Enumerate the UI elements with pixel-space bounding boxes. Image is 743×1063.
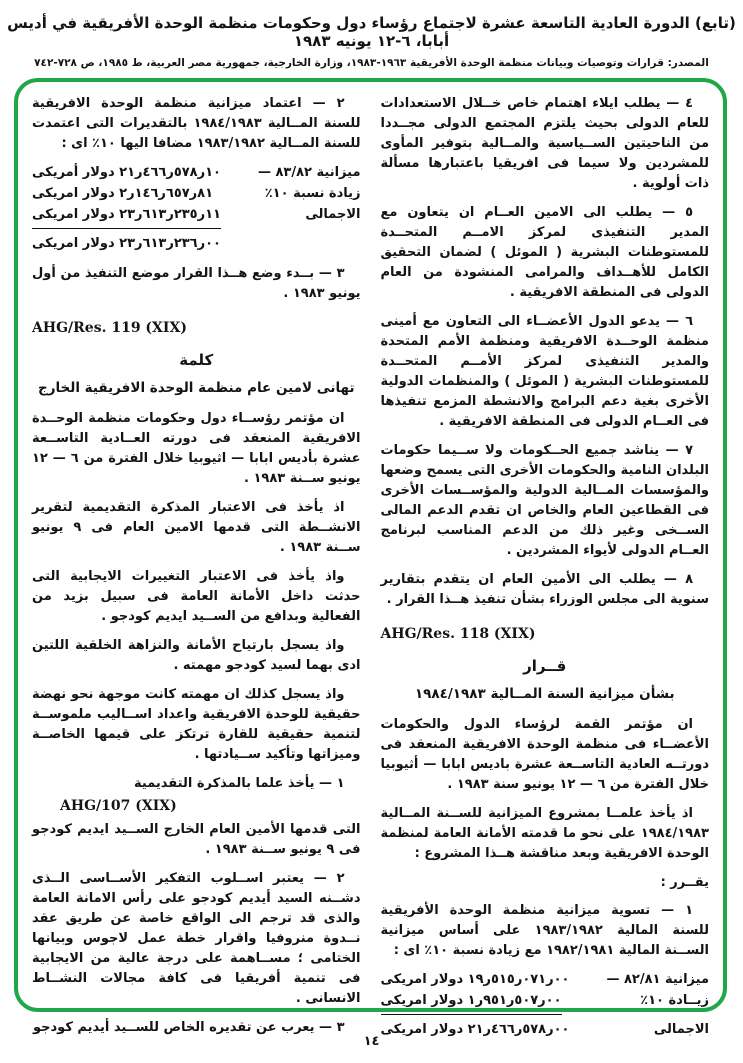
resolution-subheading: بشأن ميزانية السنة المــالية ١٩٨٤/١٩٨٣ xyxy=(414,686,675,702)
currency-label: دولار امريكى xyxy=(32,186,115,201)
document-frame xyxy=(14,78,727,1037)
resolution-clause-7: ٧ — يناشد جميع الحــكومات ولا ســيما حكومات البلدان النامية والحكومات الأخرى التى يسمح وضعها والمؤسسات المــالية الدولية والمؤســسات الأخرى فى القطاعين العام والخاص ان تقدم الدعم المالى الســخى وغير ذلك من الدعم المناسب لبرنامج العــام الدولى لأيواء المشردين . xyxy=(380,443,709,558)
amount-figure: ٢٣ر٦١٣ر٢٣٥ر١١ xyxy=(119,207,221,222)
decision-clause-2: ٢ — اعتماد ميزانية منظمة الوحدة الافريقية للسنة المــالية ١٩٨٤/١٩٨٣ بالتقديرات التى اعتمدت للسنة المــالية ١٩٨٣/١٩٨٢ مضافا اليها ١٠٪ اى : xyxy=(32,96,361,151)
address-subheading: تهانى لامين عام منظمة الوحدة الافريقية الخارج xyxy=(37,380,355,396)
budget-table-1982-1983 xyxy=(381,970,710,1040)
resolution-clause-4: ٤ — يطلب ايلاء اهتمام خاص خــلال الاستعدادات للعام الدولى بحيث يلتزم المجتمع الدولى مجــددا من الناحيتين الســياسية والمــالية بتوفير المأوى للمشردين ولا سيما فى افريقيا باعتبارها مسألة ذات أولوية . xyxy=(380,96,709,191)
clause-2-considers: ٢ — يعتبر اســلوب التفكير الأســاسى الــذى دشــنه السيد أيديم كودجو على رأس الامانة العامة والذى قد ترجم الى الواقع خاصة عن طريق عقد نــدوة منروفيا واقرار خطة عمل لاجوس وبيانها الختامى ؛ مســاهمة على درجة عالية من الايجابية فى تنمية أفريقيا فى كافة مجالات النشــاط الانسانى . xyxy=(32,871,361,1006)
budget-row-label: ميزانية ٨٢/٨١ — xyxy=(606,972,709,987)
currency-label: دولار امريكى xyxy=(380,972,464,987)
preamble-considering-changes: واذ يأخذ فى الاعتبار التغييرات الايجابية التى حدثت داخل الأمانة العامة فى سبيل بزيد من الفعالية وبدافع من الســيد ايديم كودجو . xyxy=(32,569,361,624)
budget-row-label: الاجمالى xyxy=(305,207,361,222)
amount-figure: ١٩ر٥١٥ر٠٧١ر٠٠ xyxy=(467,972,570,987)
right-column xyxy=(380,94,710,1037)
decision-clause-1: ١ — تسوية ميزانية منظمة الوحدة الأفريقية للسنة المالية ١٩٨٣/١٩٨٢ على أساس ميزانية الســنة المالية ١٩٨٢/١٩٨١ مع زيادة نسبة ١٠٪ اى : xyxy=(380,903,709,958)
page-header xyxy=(0,14,743,69)
currency-label: دولار امريكى xyxy=(32,236,115,251)
budget-row-label: الاجمالى xyxy=(653,1022,709,1037)
decision-clause-3: ٣ — بــدء وضع هــذا القرار موضع التنفيذ من أول يونيو ١٩٨٣ . xyxy=(32,266,361,301)
preamble-considering-report: اذ يأخذ فى الاعتبار المذكرة التقديمية لتقرير الانشــطة التى قدمها الامين العام فى ٩ يونيو ســنة ١٩٨٣ . xyxy=(32,500,361,555)
address-heading: كلمة xyxy=(179,351,214,369)
page-number: ١٤ xyxy=(363,1034,380,1049)
left-column xyxy=(32,94,361,1035)
amount-figure: ٢١ر٤٦٦ر٥٧٨ر٠٠ xyxy=(467,1022,570,1037)
budget-row-amount xyxy=(32,184,213,204)
preamble-summit: ان مؤتمر القمة لرؤساء الدول والحكومات الأعضــاء فى منظمة الوحدة الافريقية المنعقد فى دورتــه العادية التاســعة عشرة باديس ابابا — أثيوبيا خلال الفترة من ٦ — ١٢ يونيو سنة ١٩٨٣ . xyxy=(380,717,709,792)
preamble-noting-mission: واذ يسجل كذلك ان مهمته كانت موجهة نحو نهضة حقيقية للوحدة الافريقية واعداد اســاليب ملموســة لتنمية حقيقية للقارة ترتكز على قيمها الخاصــة وميزاتها وتأكيد ســيادتها . xyxy=(32,687,361,762)
preamble-noting-budget: اذ يأخذ علمــا بمشروع الميزانية للســنة المــالية ١٩٨٤/١٩٨٣ على نحو ما قدمته الأمانة العامة لمنظمة الوحدة الافريقية وبعد مناقشة هــذا المشروع : xyxy=(380,806,709,861)
budget-row xyxy=(381,970,710,990)
resolution-heading: قــرار xyxy=(523,657,567,675)
resolution-reference-119: AHG/Res. 119 (XIX) xyxy=(32,320,187,336)
clause-1-first-line: ١ — يأخذ علما بالمذكرة التقديمية xyxy=(134,776,345,791)
resolution-clause-6: ٦ — يدعو الدول الأعضــاء الى التعاون مع أمينى منظمة الوحــدة الافريقية ومنظمة الأمم المتحدة والمدير التنفيذى لمركز الأمــم المتحــدة للمستوطنات البشرية ( الموئل ) والمنظمات الدولية الأخرى بغية دعم البرامج والانشطة المزمع تنفيذها فى العــام الدولى فى المنطقة الافريقية . xyxy=(380,314,709,429)
currency-label: دولار امريكى xyxy=(32,207,115,222)
budget-table-1983-1984 xyxy=(32,163,361,254)
amount-figure: ١ر٩٥١ر٥٠٧ر٠٠ xyxy=(467,993,562,1008)
preamble-noting-integrity: واذ يسجل بارتياح الأمانة والنزاهة الخلقية اللتين ادى بهما لسيد كودجو مهمته . xyxy=(32,638,361,673)
amount-figure: ٢١ر٤٦٦ر٥٧٨ر١٠ xyxy=(119,165,221,180)
amount-figure: ٢٣ر٦١٣ر٢٣٦ر٠٠ xyxy=(119,236,221,251)
currency-label: دولار امريكى xyxy=(380,1022,464,1037)
resolution-clause-5: ٥ — يطلب الى الامين العــام ان يتعاون مع المدير التنفيذى لمركز الامــم المتحــدة للمستوطنات البشرية ( الموئل ) لضمان التحقيق الكامل للأهــداف والمرامى المنشودة من العام الدولى فى المنطقة الافريقية . xyxy=(380,205,709,300)
clause-1-continuation: التى قدمها الأمين العام الخارج الســيد ايديم كودجو فى ٩ يونيو ســنة ١٩٨٣ . xyxy=(32,822,361,857)
source-citation: المصدر: قرارات وتوصيات وبيانات منظمة الوحدة الأفريقية ١٩٦٣-١٩٨٣، وزارة الخارجية، جمهورية مصر العربية، ط ١٩٨٥، ص ٧٢٨-٧٤٢ xyxy=(34,57,709,69)
budget-row xyxy=(32,184,361,204)
budget-row-amount xyxy=(32,205,221,229)
budget-row-amount xyxy=(32,163,221,183)
currency-label: دولار أمريكى xyxy=(32,165,115,180)
budget-rounded-total-row xyxy=(32,234,361,254)
budget-row xyxy=(32,163,361,183)
session-title: (تابع) الدورة العادية التاسعة عشرة لاجتماع رؤساء دول وحكومات منظمة الوحدة الأفريقية في أديس أبابا، ٦-١٢ يونيه ١٩٨٣ xyxy=(7,14,736,50)
budget-row xyxy=(381,991,710,1015)
preamble-conference: ان مؤتمر رؤســاء دول وحكومات منظمة الوحــدة الافريقية المنعقد فى دورته العــادية التاســعة عشرة بأديس ابابا — اثيوبيا خلال الفترة من ٦ — ١٢ يونيو ســنة ١٩٨٣ . xyxy=(32,411,361,486)
document-reference-ahg107: AHG/107 (XIX) xyxy=(60,798,177,814)
resolution-clause-8: ٨ — يطلب الى الأمين العام ان يتقدم بتقارير سنوية الى مجلس الوزراء بشأن تنفيذ هــذا القرار . xyxy=(380,572,709,607)
budget-row-label: ميزانية ٨٣/٨٢ — xyxy=(257,165,361,180)
amount-figure: ٢ر١٤٦ر٦٥٧ر٨١ xyxy=(119,186,214,201)
decides-line: يقــرر : xyxy=(660,875,709,890)
budget-row-amount xyxy=(32,234,221,254)
budget-row-label: زيادة نسبة ١٠٪ xyxy=(264,186,361,201)
budget-row-amount xyxy=(381,970,570,990)
currency-label: دولار امريكى xyxy=(380,993,464,1008)
clause-3-expresses: ٣ — يعرب عن تقديره الخاص للســيد أيديم كودجو xyxy=(32,1020,345,1035)
budget-total-row xyxy=(32,205,361,229)
budget-row-label: زيــادة ١٠٪ xyxy=(640,993,709,1008)
two-column-layout xyxy=(32,94,709,1037)
budget-row-amount xyxy=(381,991,562,1015)
resolution-reference-118: AHG/Res. 118 (XIX) xyxy=(380,626,536,642)
